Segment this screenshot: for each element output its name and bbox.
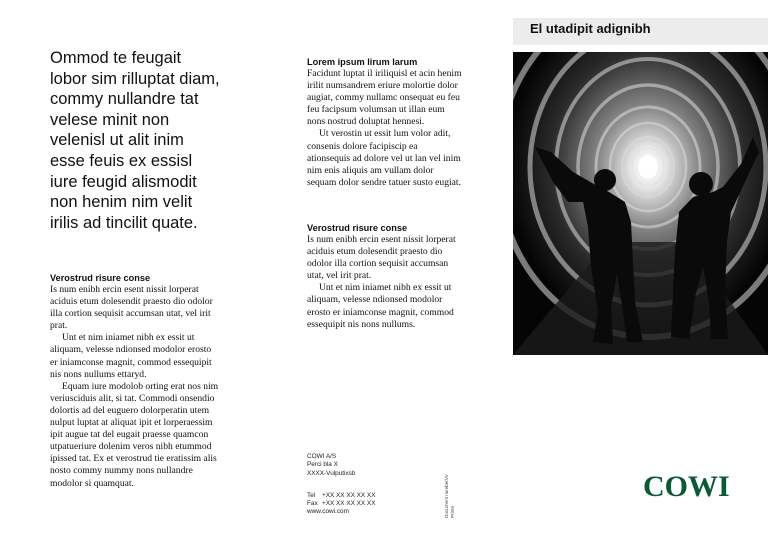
tel-row: [307, 492, 427, 500]
fax-label: Fax: [307, 500, 318, 508]
middle-section-2-heading: Verostrud risure conse: [307, 223, 408, 233]
paragraph: Unt et nim iniamet nibh ex essit ut aliquam, velesse ndionsed modolor erosto er iniamconse magnit, commod essequipit nis nons nullums.: [307, 282, 454, 330]
paragraph: Equam iure modolob orting erat nos nim veriusciduis alit, si tat. Commodi onsendio dolortis ad del euguero dolorperatin utem nulput luptat at aliquat ipit et lorperaessim ipit augue tat del eugait praesse quamcon utpatueriure dolenim veros nibh etummod ipissed tat. Ex et verostrud tie eratissim alis nosto commy nummy nons nullandre modolor si quamquat.: [50, 380, 219, 489]
tunnel-photo-icon: [513, 52, 768, 355]
document-number: [444, 438, 464, 518]
left-section: [50, 273, 220, 490]
document-number-line: Document number/Ar: [444, 474, 449, 518]
middle-section-1-body: [307, 68, 462, 189]
fax-row: [307, 500, 427, 508]
tel-value: +XX XX XX XX XX: [322, 491, 376, 499]
paragraph: Is num enibh ercin esent nissit lorperat aciduis etum dolesendit praesto dio odolor illa cortion sequisit accumsan utat, vel irit prat.: [307, 234, 456, 282]
middle-section-2-body: [307, 234, 462, 331]
left-section-body: [50, 284, 220, 490]
headline: Ommod te feugait lobor sim rilluptat diam, commy nullandre tat velese minit non velenisl ut alit inim esse feuis ex essisl iure feugid alismodit non henim nim velit irilis ad tincilit quate.: [50, 49, 220, 232]
website-link[interactable]: www.cowi.com: [307, 508, 349, 516]
cowi-logo: COWI: [643, 470, 730, 503]
company-name: COWI A/S: [307, 453, 337, 460]
city-address: XXXX-Vulputixsb: [307, 469, 356, 477]
page-title: El utadipit adignibh: [530, 21, 651, 36]
tunnel-photo: [513, 52, 768, 355]
paragraph: Ut verostin ut essit lum volor adit, consenis dolore facipiscip ea ationsequis ad dolore vel ut lan vel inim nim enis aliquis am vullam dolor sequam dolor sendre tatuer susto eugiat.: [307, 128, 461, 188]
paragraph: Is num enibh ercin esent nissit lorperat aciduis etum dolesendit praesto dio odolor illa cortion sequisit accumsan utat, vel irit prat.: [50, 284, 213, 332]
street-address: Perci bla X: [307, 461, 338, 469]
paragraph: Unt et nim iniamet nibh ex essit ut aliquam, velesse ndionsed modolor erosto er iniamconse magnit, commod essequipit nis nons nullums ettaryd.: [50, 332, 212, 380]
middle-section-2: [307, 223, 462, 331]
left-section-heading: Verostrud risure conse: [50, 273, 151, 283]
document-number-line: Printe: [450, 505, 455, 518]
fax-value: +XX XX XX XX XX: [322, 500, 376, 508]
tel-label: Tel: [307, 491, 316, 499]
middle-section-1-heading: Lorem ipsum lirum larum: [307, 57, 418, 67]
contact-block: [307, 453, 427, 517]
paragraph: Facidunt luptat il iriliquisl et acin henim irilit numsandrem eriure molortie dolor augiat, commy nullamc onsequat eu feu feu facipsum volumsan ut illan eum nons nostrud doluptat hennesi.: [307, 68, 462, 128]
middle-section-1: [307, 57, 462, 189]
